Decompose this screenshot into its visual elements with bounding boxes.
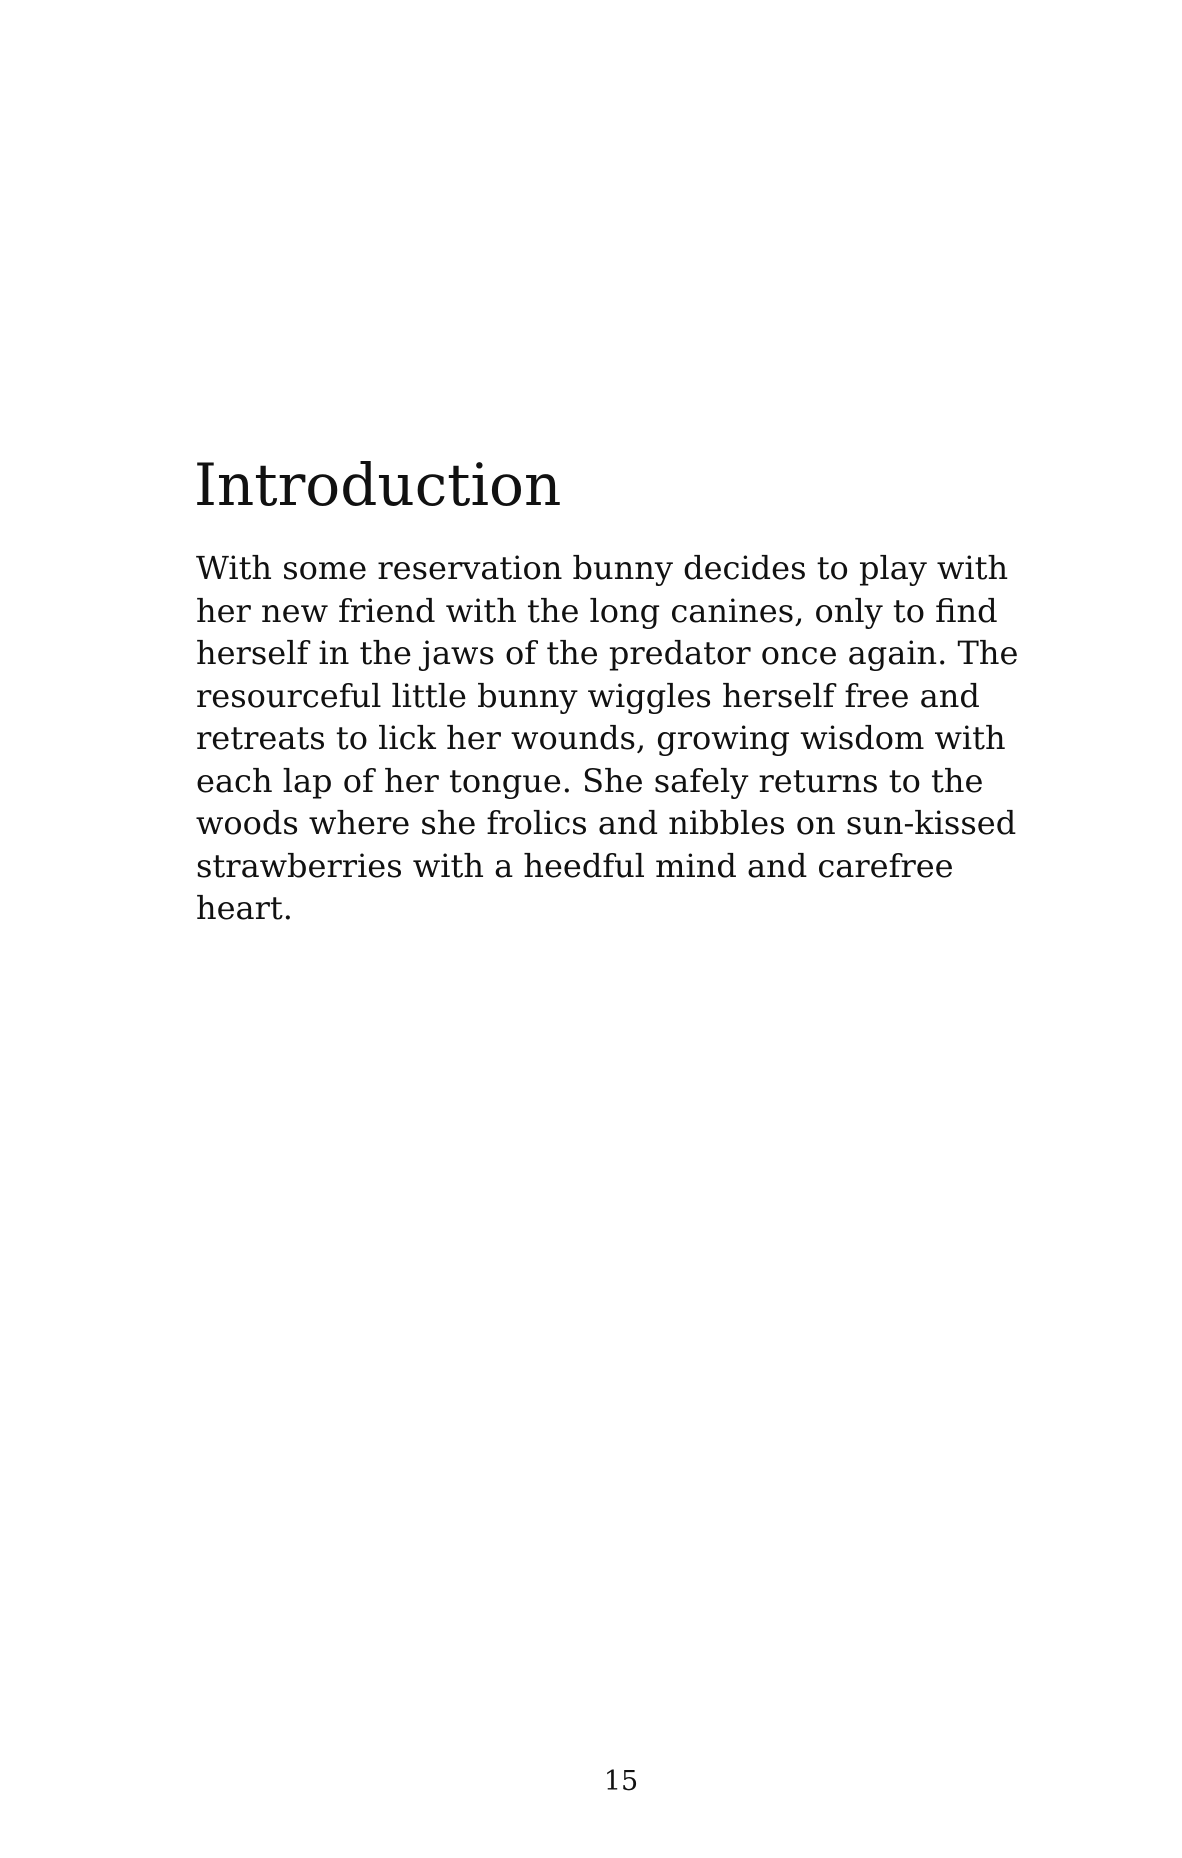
introduction-paragraph bbox=[196, 547, 1076, 930]
paragraph-line: resourceful little bunny wiggles herself free and bbox=[196, 676, 980, 715]
paragraph-line: retreats to lick her wounds, growing wisdom with bbox=[196, 719, 1006, 757]
paragraph-line: woods where she frolics and nibbles on sun-kissed bbox=[196, 804, 1017, 842]
paragraph-line: each lap of her tongue. She safely returns to the bbox=[196, 761, 984, 800]
paragraph-line: her new friend with the long canines, only to find bbox=[196, 591, 998, 630]
chapter-heading: Introduction bbox=[194, 451, 562, 519]
page-number: 15 bbox=[603, 1766, 639, 1797]
paragraph-line: herself in the jaws of the predator once again. The bbox=[196, 634, 1019, 672]
paragraph-line: strawberries with a heedful mind and carefree bbox=[196, 846, 954, 885]
paragraph-line: heart. bbox=[196, 889, 293, 927]
paragraph-line: With some reservation bunny decides to play with bbox=[196, 549, 1009, 587]
